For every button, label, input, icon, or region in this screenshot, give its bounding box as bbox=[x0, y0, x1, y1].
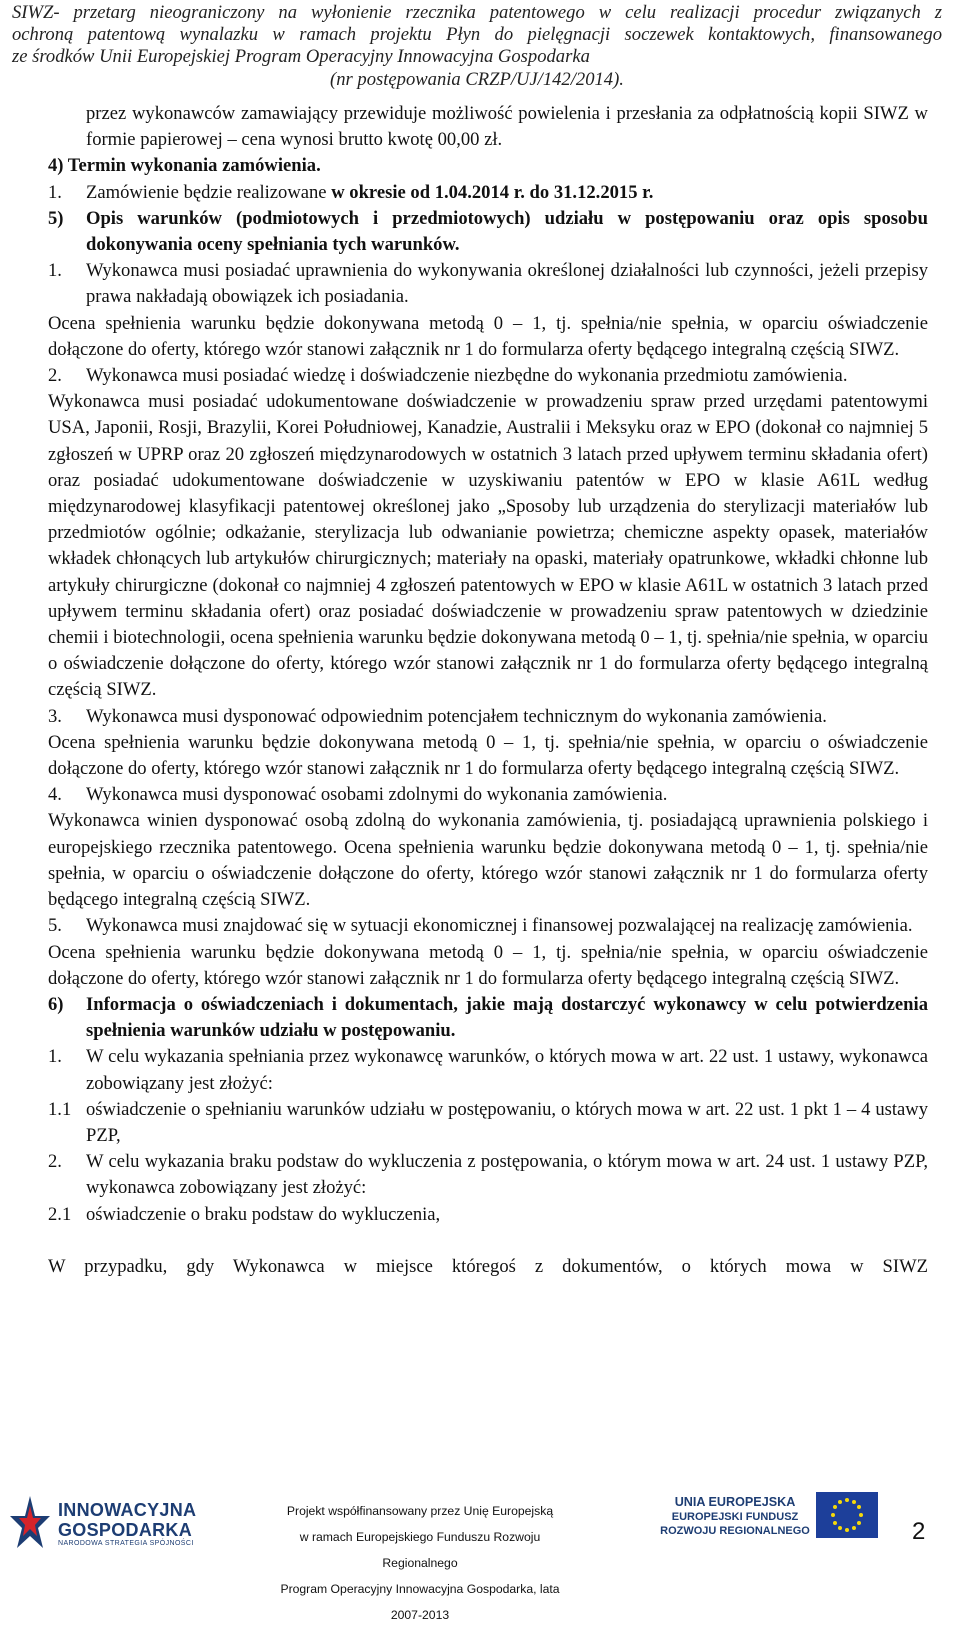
star-logo-icon bbox=[8, 1494, 52, 1558]
eu-logo-line-3: ROZWOJU REGIONALNEGO bbox=[660, 1525, 810, 1537]
section-5-title: 5) Opis warunków (podmiotowych i przedmiotowych) udziału w postępowaniu oraz opis sposobu dokonywania oceny spełniania tych warunków. bbox=[48, 207, 928, 256]
header-line-4: (nr postępowania CRZP/UJ/142/2014). bbox=[330, 68, 624, 90]
document-2-1: 2.1 oświadczenie o braku podstaw do wykluczenia, bbox=[48, 1203, 441, 1225]
section-6-title: 6) Informacja o oświadczeniach i dokumentach, jakie mają dostarczyć wykonawcy w celu potwierdzenia spełnienia warunków udziału w postępowaniu. bbox=[48, 993, 928, 1042]
document-footer bbox=[0, 1478, 960, 1622]
condition-2-desc: Wykonawca musi posiadać udokumentowane doświadczenie w prowadzeniu spraw przed urzędami patentowymi USA, Japonii, Rosji, Brazylii, Korei Południowej, Kanadzie, Australii i Meksyku oraz w EPO (dokonał co najmniej 5 zgłoszeń w UPRP oraz 20 zgłoszeń międzynarodowych w ostatnich 3 latach przed upływem terminu składania ofert) oraz posiadać udokumentowane doświadczenie w uzyskiwaniu patentów w EPO w klasie A61L według międzynarodowej klasyfikacji patentowej określonej jako „Sposoby lub urządzenia do sterylizacji materiałów lub przedmiotów ogólnie; odkażanie, sterylizacja lub odwanianie powietrza; chemiczne aspekty opasek, materiałów wkładek chłonących lub artykułów chirurgicznych; materiały na opaski, materiały opatrunkowe, wkładki chłonne lub artykuły chirurgiczne (dokonał co najmniej 4 zgłoszeń patentowych w EPO w klasie A61L w ostatnich 3 latach przed upływem terminu składania ofert) oraz posiadać doświadczenie w prowadzeniu spraw patentowych w dziedzinie chemii i biotechnologii, ocena spełnienia warunku będzie dokonywana metodą 0 – 1, tj. spełnia/nie spełnia, w oparciu o oświadczenie dołączone do oferty, którego wzór stanowi załącznik nr 1 do formularza oferty będącego integralną częścią SIWZ. bbox=[48, 391, 928, 701]
paragraph-last: W przypadku, gdy Wykonawca w miejsce któregoś z dokumentów, o których mowa w SIWZ bbox=[48, 1255, 928, 1277]
condition-3-eval: Ocena spełnienia warunku będzie dokonywana metodą 0 – 1, tj. spełnia/nie spełnia, w oparciu o oświadczenie dołączone do oferty, którego wzór stanowi załącznik nr 1 do formularza oferty będącego integralną częścią SIWZ. bbox=[48, 731, 928, 780]
eu-flag-icon bbox=[816, 1492, 878, 1538]
logo-text-innowacyjna: INNOWACYJNA bbox=[58, 1500, 197, 1520]
condition-4: 4. Wykonawca musi dysponować osobami zdolnymi do wykonania zamówienia. bbox=[48, 784, 668, 806]
funding-line-1: Projekt współfinansowany przez Unię Europejską bbox=[286, 1504, 554, 1518]
logo-subtitle: NARODOWA STRATEGIA SPÓJNOŚCI bbox=[58, 1540, 194, 1547]
document-body bbox=[48, 101, 928, 1280]
funding-line-2: w ramach Europejskiego Funduszu Rozwoju Regionalnego bbox=[299, 1530, 541, 1570]
document-1: 1. W celu wykazania spełniania przez wykonawcę warunków, o których mowa w art. 22 ust. 1 ustawy, wykonawca zobowiązany jest złożyć: bbox=[48, 1046, 928, 1094]
section-4-title: 4) Termin wykonania zamówienia. bbox=[48, 155, 321, 177]
eu-logo-title: UNIA EUROPEJSKA bbox=[674, 1495, 796, 1509]
document-header bbox=[12, 2, 942, 91]
document-1-1: 1.1 oświadczenie o spełnianiu warunków udziału w postępowaniu, o których mowa w art. 22 ust. 1 pkt 1 – 4 ustawy PZP, bbox=[48, 1098, 928, 1146]
innowacyjna-gospodarka-logo bbox=[8, 1494, 198, 1566]
page-number: 2 bbox=[912, 1518, 926, 1545]
condition-1: 1. Wykonawca musi posiadać uprawnienia do wykonywania określonej działalności lub czynności, jeżeli przepisy prawa nakładają obowiązek ich posiadania. bbox=[48, 260, 928, 308]
paragraph-copies-fee: przez wykonawców zamawiający przewiduje możliwość powielenia i przesłania za odpłatnością kopii SIWZ w formie papierowej – cena wynosi brutto kwotę 00,00 zł. bbox=[86, 103, 928, 151]
condition-1-eval: Ocena spełnienia warunku będzie dokonywana metodą 0 – 1, tj. spełnia/nie spełnia, w oparciu oświadczenie dołączone do oferty, którego wzór stanowi załącznik nr 1 do formularza oferty będącego integralną częścią SIWZ. bbox=[48, 312, 928, 360]
condition-5: 5. Wykonawca musi znajdować się w sytuacji ekonomicznej i finansowej pozwalającej na realizację zamówienia. bbox=[48, 915, 913, 937]
funding-line-3: Program Operacyjny Innowacyjna Gospodarka, lata 2007-2013 bbox=[280, 1582, 560, 1622]
header-line-2: ochroną patentową wynalazku w ramach projektu Płyn do pielęgnacji soczewek kontaktowych, finansowanego bbox=[12, 24, 942, 46]
funding-note bbox=[270, 1498, 570, 1628]
condition-5-eval: Ocena spełnienia warunku będzie dokonywana metodą 0 – 1, tj. spełnia/nie spełnia, w oparciu oświadczenie dołączone do oferty, którego wzór stanowi załącznik nr 1 do formularza oferty będącego integralną częścią SIWZ. bbox=[48, 941, 928, 989]
condition-2: 2. Wykonawca musi posiadać wiedzę i doświadczenie niezbędne do wykonania przedmiotu zamówienia. bbox=[48, 365, 848, 387]
header-line-1: SIWZ- przetarg nieograniczony na wyłonienie rzecznika patentowego w celu realizacji procedur związanych z bbox=[12, 2, 942, 23]
eu-logo-line-2: EUROPEJSKI FUNDUSZ bbox=[671, 1511, 799, 1523]
section-4-item: 1. Zamówienie będzie realizowane w okresie od 1.04.2014 r. do 31.12.2015 r. bbox=[48, 181, 654, 203]
header-line-3: ze środków Unii Europejskiej Program Operacyjny Innowacyjna Gospodarka bbox=[12, 46, 590, 68]
document-2: 2. W celu wykazania braku podstaw do wykluczenia z postępowania, o którym mowa w art. 24 ust. 1 ustawy PZP, wykonawca zobowiązany jest złożyć: bbox=[48, 1151, 928, 1199]
condition-3: 3. Wykonawca musi dysponować odpowiednim potencjałem technicznym do wykonania zamówienia. bbox=[48, 705, 827, 727]
eu-logo bbox=[660, 1492, 880, 1552]
logo-text-gospodarka: GOSPODARKA bbox=[58, 1520, 193, 1540]
condition-4-desc: Wykonawca winien dysponować osobą zdolną do wykonania zamówienia, tj. posiadającą uprawnienia polskiego i europejskiego rzecznika patentowego. Ocena spełnienia warunku będzie dokonywana metodą 0 – 1, tj. spełnia/nie spełnia, w oparciu o oświadczenie dołączone do oferty, którego wzór stanowi załącznik nr 1 do formularza oferty będącego integralną częścią SIWZ. bbox=[48, 810, 928, 911]
